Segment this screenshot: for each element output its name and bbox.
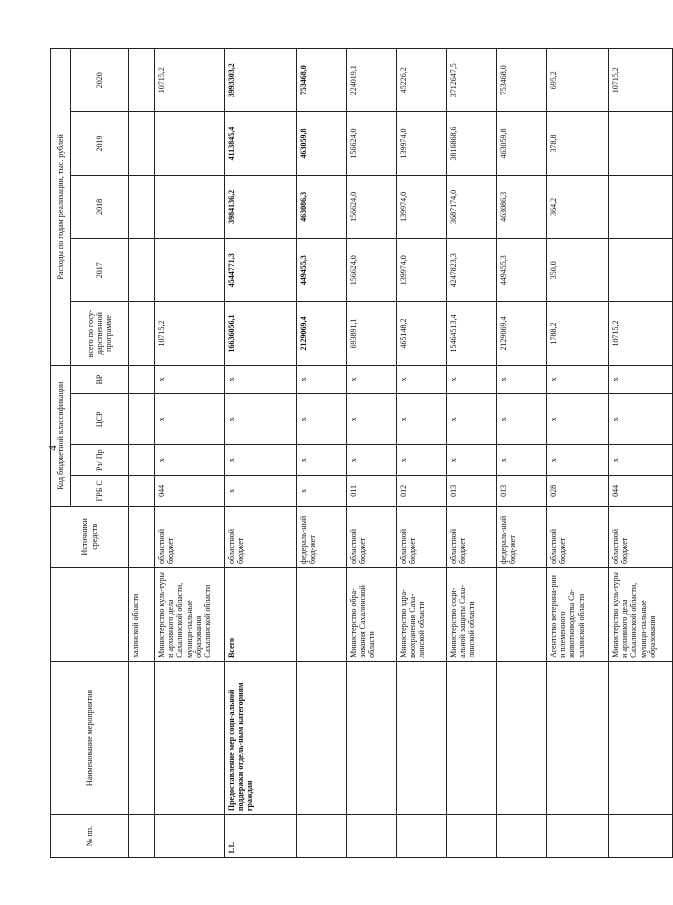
cell-name: [297, 661, 347, 814]
header-2018: 2018: [71, 175, 129, 238]
cell-source: областной бюджет: [347, 506, 397, 567]
cell-source: областной бюджет: [609, 506, 673, 567]
cell-y2020: 3993303,2: [225, 49, 297, 112]
cell-total: 10715,2: [155, 302, 225, 365]
cell-rzpr: х: [547, 445, 609, 476]
cell-y2019: [155, 112, 225, 175]
cell-y2020: 10715,2: [609, 49, 673, 112]
cell-csr: х: [225, 394, 297, 445]
cell-y2017: [609, 239, 673, 302]
cell-source: [129, 506, 155, 567]
cell-executor: Министерство обра-зования Сахалинской области: [347, 567, 397, 661]
table-row: [225, 49, 297, 858]
table-row: [347, 49, 397, 858]
cell-executor: Всего: [225, 567, 297, 661]
cell-name: [129, 661, 155, 814]
rotated-table-container: [50, 48, 657, 858]
cell-y2017: [129, 239, 155, 302]
header-rzpr: Рз/ Пр: [71, 445, 129, 476]
budget-table: [50, 48, 673, 858]
cell-vr: х: [155, 365, 225, 394]
cell-y2020: 45226,2: [397, 49, 447, 112]
cell-y2019: 156624,0: [347, 112, 397, 175]
cell-y2017: 350,0: [547, 239, 609, 302]
table-row: [609, 49, 673, 858]
cell-no: [129, 815, 155, 858]
cell-total: 2129069,4: [497, 302, 547, 365]
cell-y2018: 3687174,0: [447, 175, 497, 238]
cell-no: [297, 815, 347, 858]
table-row: [497, 49, 547, 858]
cell-name: [447, 661, 497, 814]
cell-grbs: 013: [447, 476, 497, 507]
cell-y2018: 156624,0: [347, 175, 397, 238]
cell-y2020: 753468,0: [297, 49, 347, 112]
cell-grbs: х: [225, 476, 297, 507]
cell-executor: Агентство ветерина-рии и племенного животноводства Са-халинской области: [547, 567, 609, 661]
cell-grbs: 028: [547, 476, 609, 507]
cell-grbs: 044: [155, 476, 225, 507]
cell-executor: халинской области: [129, 567, 155, 661]
table-body: [129, 49, 673, 858]
page-number: 4: [46, 445, 59, 451]
cell-csr: х: [155, 394, 225, 445]
header-sources: Источники средств: [51, 506, 129, 567]
cell-y2019: 463059,8: [297, 112, 347, 175]
cell-total: 693891,1: [347, 302, 397, 365]
cell-executor: [297, 567, 347, 661]
cell-y2020: 224019,1: [347, 49, 397, 112]
cell-y2017: [155, 239, 225, 302]
header-name: Наименование мероприятия: [51, 661, 129, 814]
cell-vr: х: [347, 365, 397, 394]
cell-grbs: [129, 476, 155, 507]
cell-csr: х: [447, 394, 497, 445]
header-expenses: Расходы по годам реализации, тыс. рублей: [51, 49, 71, 366]
cell-y2018: 463086,3: [297, 175, 347, 238]
cell-y2018: [129, 175, 155, 238]
cell-name: [609, 661, 673, 814]
cell-grbs: 012: [397, 476, 447, 507]
header-total: всего по госу-дарственной программе: [71, 302, 129, 365]
cell-y2020: [129, 49, 155, 112]
cell-executor: Министерство соци-альной защиты Саха-линской области: [447, 567, 497, 661]
cell-y2019: 3816868,6: [447, 112, 497, 175]
cell-vr: х: [547, 365, 609, 394]
cell-name: [497, 661, 547, 814]
cell-rzpr: х: [347, 445, 397, 476]
cell-total: [129, 302, 155, 365]
header-grbs: ГРБ С: [71, 476, 129, 507]
cell-y2018: 364,2: [547, 175, 609, 238]
cell-vr: х: [297, 365, 347, 394]
header-csr: ЦСР: [71, 394, 129, 445]
cell-vr: х: [609, 365, 673, 394]
cell-y2018: 463086,3: [497, 175, 547, 238]
cell-rzpr: х: [297, 445, 347, 476]
cell-y2019: 463059,8: [497, 112, 547, 175]
cell-rzpr: х: [497, 445, 547, 476]
cell-total: 465148,2: [397, 302, 447, 365]
cell-y2017: 449455,3: [497, 239, 547, 302]
cell-y2019: [129, 112, 155, 175]
cell-rzpr: х: [397, 445, 447, 476]
cell-rzpr: х: [447, 445, 497, 476]
cell-no: [547, 815, 609, 858]
cell-y2017: 156624,0: [347, 239, 397, 302]
cell-y2017: 4544771,3: [225, 239, 297, 302]
cell-grbs: х: [297, 476, 347, 507]
cell-rzpr: [129, 445, 155, 476]
cell-y2019: [609, 112, 673, 175]
header-2017: 2017: [71, 239, 129, 302]
cell-y2020: 695,2: [547, 49, 609, 112]
cell-y2020: 10715,2: [155, 49, 225, 112]
cell-no: [447, 815, 497, 858]
cell-source: федераль-ный бюд-жет: [297, 506, 347, 567]
cell-no: [397, 815, 447, 858]
cell-total: 16636056,1: [225, 302, 297, 365]
cell-rzpr: х: [225, 445, 297, 476]
cell-vr: х: [225, 365, 297, 394]
cell-executor: Министерство куль-туры и архивного дела Сахалинской области, муници-пальные образования: [609, 567, 673, 661]
cell-grbs: 011: [347, 476, 397, 507]
cell-y2020: 3712647,5: [447, 49, 497, 112]
cell-source: федераль-ный бюд-жет: [497, 506, 547, 567]
cell-source: областной бюджет: [547, 506, 609, 567]
cell-y2019: 378,8: [547, 112, 609, 175]
cell-rzpr: х: [609, 445, 673, 476]
cell-total: 2129069,4: [297, 302, 347, 365]
table-row: [155, 49, 225, 858]
header-vr: ВР: [71, 365, 129, 394]
cell-y2020: 753468,0: [497, 49, 547, 112]
table-row: [297, 49, 347, 858]
header-executor: [51, 567, 129, 661]
cell-source: областной бюджет: [155, 506, 225, 567]
cell-csr: х: [347, 394, 397, 445]
table-row: [447, 49, 497, 858]
cell-name: Предоставление мер соци-альной поддержки отдель-ным категориям граждан: [225, 661, 297, 814]
cell-name: [397, 661, 447, 814]
cell-vr: х: [497, 365, 547, 394]
cell-y2017: 139974,0: [397, 239, 447, 302]
cell-no: 1.1.: [225, 815, 297, 858]
cell-total: 15464513,4: [447, 302, 497, 365]
table-row: [129, 49, 155, 858]
cell-total: 1788,2: [547, 302, 609, 365]
cell-source: областной бюджет: [397, 506, 447, 567]
cell-csr: х: [297, 394, 347, 445]
header-2019: 2019: [71, 112, 129, 175]
cell-total: 10715,2: [609, 302, 673, 365]
cell-y2018: [155, 175, 225, 238]
cell-y2018: 139974,0: [397, 175, 447, 238]
cell-y2017: 4247823,3: [447, 239, 497, 302]
cell-source: областной бюджет: [447, 506, 497, 567]
cell-csr: х: [397, 394, 447, 445]
cell-y2017: 449455,3: [297, 239, 347, 302]
cell-no: [609, 815, 673, 858]
cell-name: [547, 661, 609, 814]
cell-vr: х: [447, 365, 497, 394]
cell-y2019: 139974,0: [397, 112, 447, 175]
cell-y2018: 3984136,2: [225, 175, 297, 238]
cell-grbs: 044: [609, 476, 673, 507]
cell-csr: х: [497, 394, 547, 445]
header-budget-code: Код бюджетной классификации: [51, 365, 71, 506]
cell-rzpr: х: [155, 445, 225, 476]
cell-executor: Министерство здра-воохранения Саха-линской области: [397, 567, 447, 661]
header-no: № пп.: [51, 815, 129, 858]
header-2020: 2020: [71, 49, 129, 112]
cell-csr: х: [547, 394, 609, 445]
cell-source: областной бюджет: [225, 506, 297, 567]
cell-vr: х: [397, 365, 447, 394]
cell-no: [497, 815, 547, 858]
table-row: [397, 49, 447, 858]
table-row: [547, 49, 609, 858]
cell-no: [347, 815, 397, 858]
cell-no: [155, 815, 225, 858]
cell-grbs: 013: [497, 476, 547, 507]
cell-name: [155, 661, 225, 814]
cell-csr: х: [609, 394, 673, 445]
cell-y2018: [609, 175, 673, 238]
cell-name: [347, 661, 397, 814]
cell-vr: [129, 365, 155, 394]
cell-executor: Министерство куль-туры и архивного дела Сахалинской области, муници-пальные образования Сахалинской области: [155, 567, 225, 661]
cell-executor: [497, 567, 547, 661]
cell-csr: [129, 394, 155, 445]
cell-y2019: 4113845,4: [225, 112, 297, 175]
